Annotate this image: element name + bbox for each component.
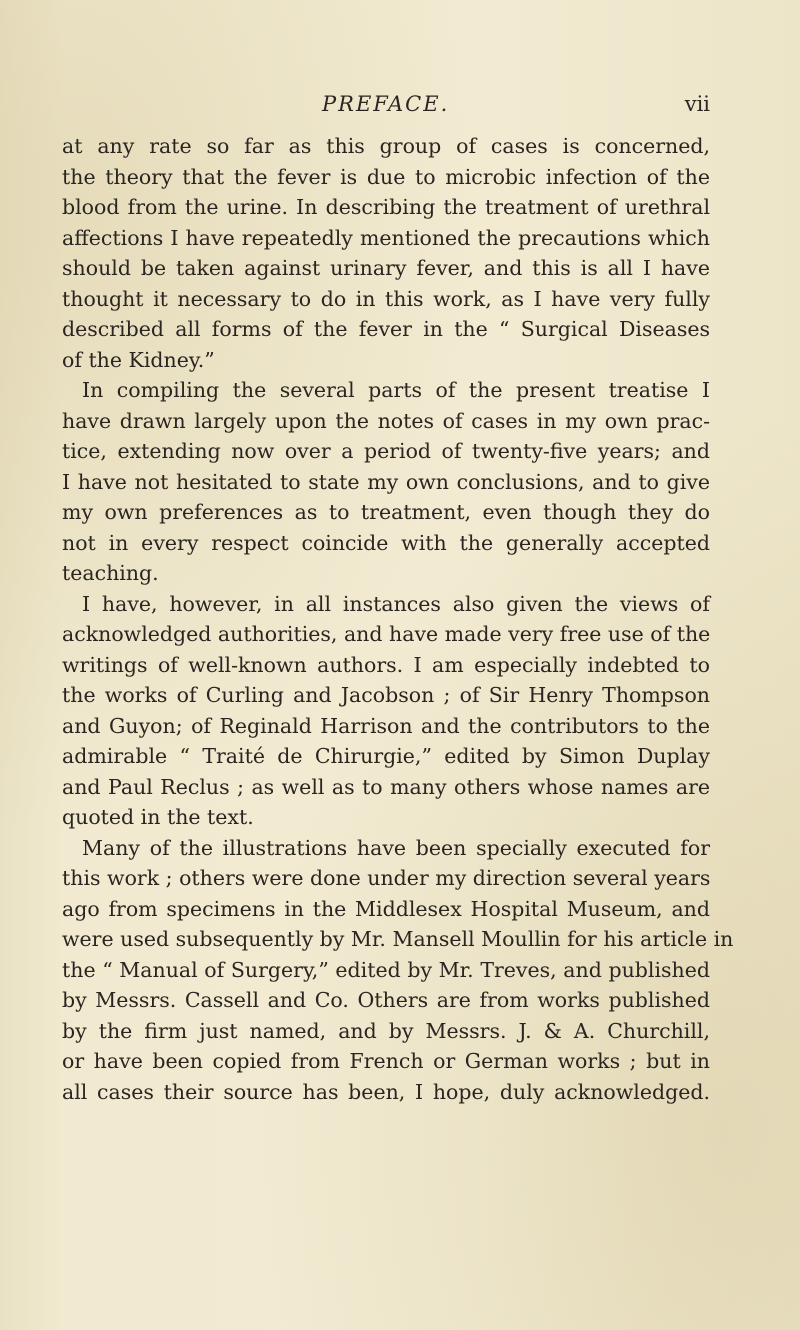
text-line: of the Kidney.” <box>62 347 215 372</box>
text-line: the “ Manual of Surgery,” edited by Mr. Treves, and published <box>62 957 710 982</box>
text-line: affections I have repeatedly mentioned the precautions which <box>62 225 710 250</box>
text-line: should be taken against urinary fever, and this is all I have <box>62 256 710 280</box>
text-line: all cases their source has been, I hope, duly acknowledged. <box>62 1079 710 1104</box>
text-line: In compiling the several parts of the present treatise I <box>82 378 710 402</box>
text-line: blood from the urine. In describing the treatment of urethral <box>62 195 710 219</box>
text-line: or have been copied from French or German works ; but in <box>62 1049 710 1073</box>
text-line: not in every respect coincide with the generally accepted <box>62 530 710 555</box>
text-line: the works of Curling and Jacobson ; of Sir Henry Thompson <box>62 683 710 707</box>
text-line: I have, however, in all instances also given the views of <box>82 591 710 616</box>
text-line: by Messrs. Cassell and Co. Others are from works published <box>62 988 710 1012</box>
text-line: quoted in the text. <box>62 805 254 829</box>
text-line: teaching. <box>62 561 159 585</box>
text-line: were used subsequently by Mr. Mansell Moullin for his article in <box>62 927 734 951</box>
preface-text <box>62 131 734 1107</box>
text-line: described all forms of the fever in the “ Surgical Diseases <box>62 317 710 341</box>
text-line: admirable “ Traité de Chirurgie,” edited by Simon Duplay <box>62 744 710 768</box>
text-line: have drawn largely upon the notes of cases in my own prac- <box>62 408 710 433</box>
text-line: Many of the illustrations have been specially executed for <box>82 835 710 860</box>
text-line: writings of well-known authors. I am especially indebted to <box>62 652 710 677</box>
text-line: and Guyon; of Reginald Harrison and the contributors to the <box>62 713 710 738</box>
text-line: this work ; others were done under my direction several years <box>62 866 711 890</box>
text-line: I have not hesitated to state my own conclusions, and to give <box>62 469 710 494</box>
text-line: ago from specimens in the Middlesex Hospital Museum, and <box>62 896 710 921</box>
text-line: thought it necessary to do in this work, as I have very fully <box>62 286 710 311</box>
page-header <box>62 92 710 120</box>
text-line: and Paul Reclus ; as well as to many others whose names are <box>62 774 710 799</box>
text-line: the theory that the fever is due to microbic infection of the <box>62 164 710 189</box>
text-line: by the firm just named, and by Messrs. J. & A. Churchill, <box>62 1018 710 1043</box>
text-line: at any rate so far as this group of cases is concerned, <box>62 134 710 158</box>
text-line: acknowledged authorities, and have made very free use of the <box>62 622 711 646</box>
running-head: PREFACE. <box>322 92 450 116</box>
text-line: tice, extending now over a period of twenty-five years; and <box>62 439 710 463</box>
page-number: vii <box>684 92 710 116</box>
text-line: my own preferences as to treatment, even though they do <box>62 500 710 524</box>
